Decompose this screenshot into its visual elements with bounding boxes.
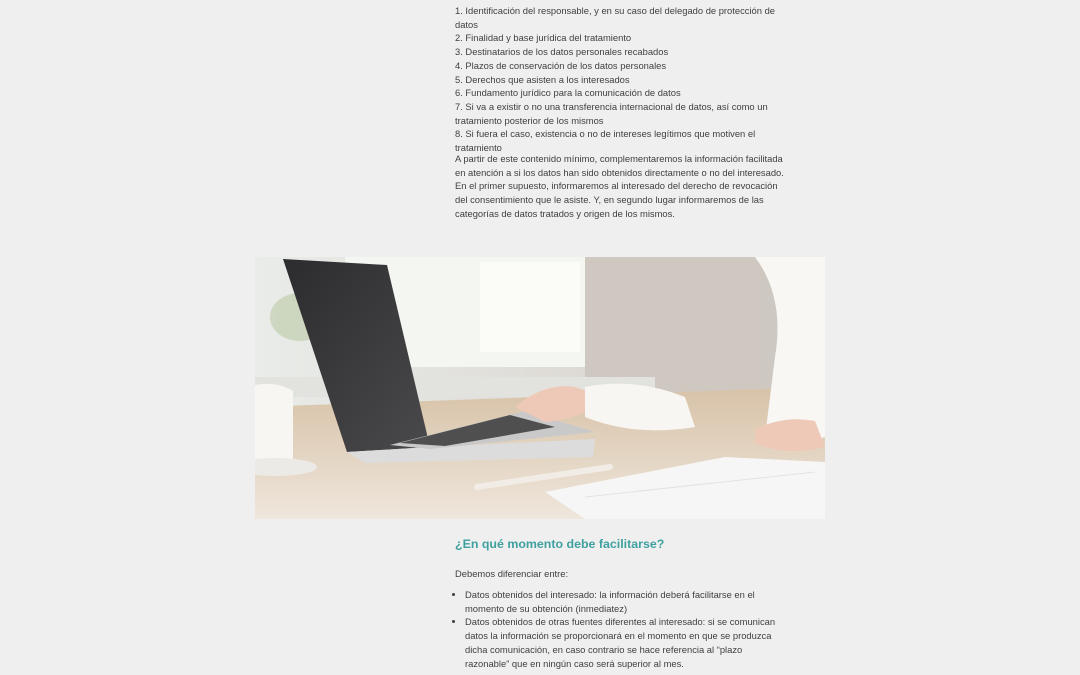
list-item: 4. Plazos de conservación de los datos personales [455,59,667,71]
lead-paragraph: Debemos diferenciar entre: [455,568,569,579]
list-item: 3. Destinatarios de los datos personales recabados [455,46,669,58]
requirements-list [455,4,795,155]
list-item: 7. Si va a existir o no una transferencia internacional de datos, así como un tratamiento posterior de los mismos [455,100,768,126]
list-item: 2. Finalidad y base jurídica del tratamiento [455,32,632,44]
hero-illustration [255,257,825,519]
list-item: 5. Derechos que asisten a los interesados [455,73,630,85]
list-item: • Datos obtenidos del interesado: la información deberá facilitarse en el momento de su obtención (inmediatez) [465,588,785,615]
requirements-list-block [455,4,795,155]
list-item: 6. Fundamento jurídico para la comunicación de datos [455,87,681,99]
intro-paragraph: A partir de este contenido mínimo, complementaremos la información facilitada en atención a si los datos han sido obtenidos directamente o no del interesado. En el primer supuesto, informaremos al interesado del derecho de revocación del consentimiento que le asiste. Y, en segundo lugar informaremos de las categorías de datos tratados y origen de los mismos. [455,153,784,219]
timing-bullets [455,588,785,670]
list-item: 8. Si fuera el caso, existencia o no de intereses legítimos que motiven el tratamiento [455,128,756,154]
section-heading: ¿En qué momento debe facilitarse? [455,537,665,551]
list-item: • Datos obtenidos de otras fuentes diferentes al interesado: si se comunican datos la información se proporcionará en el momento en que se produzca dicha comunicación, en caso contrario se hace referencia al “plazo razonable” que en ningún caso será superior al mes. [465,615,785,670]
bullet-list [455,588,785,670]
laptop-typing-photo [255,257,825,519]
list-item: 1. Identificación del responsable, y en su caso del delegado de protección de datos [455,5,776,30]
